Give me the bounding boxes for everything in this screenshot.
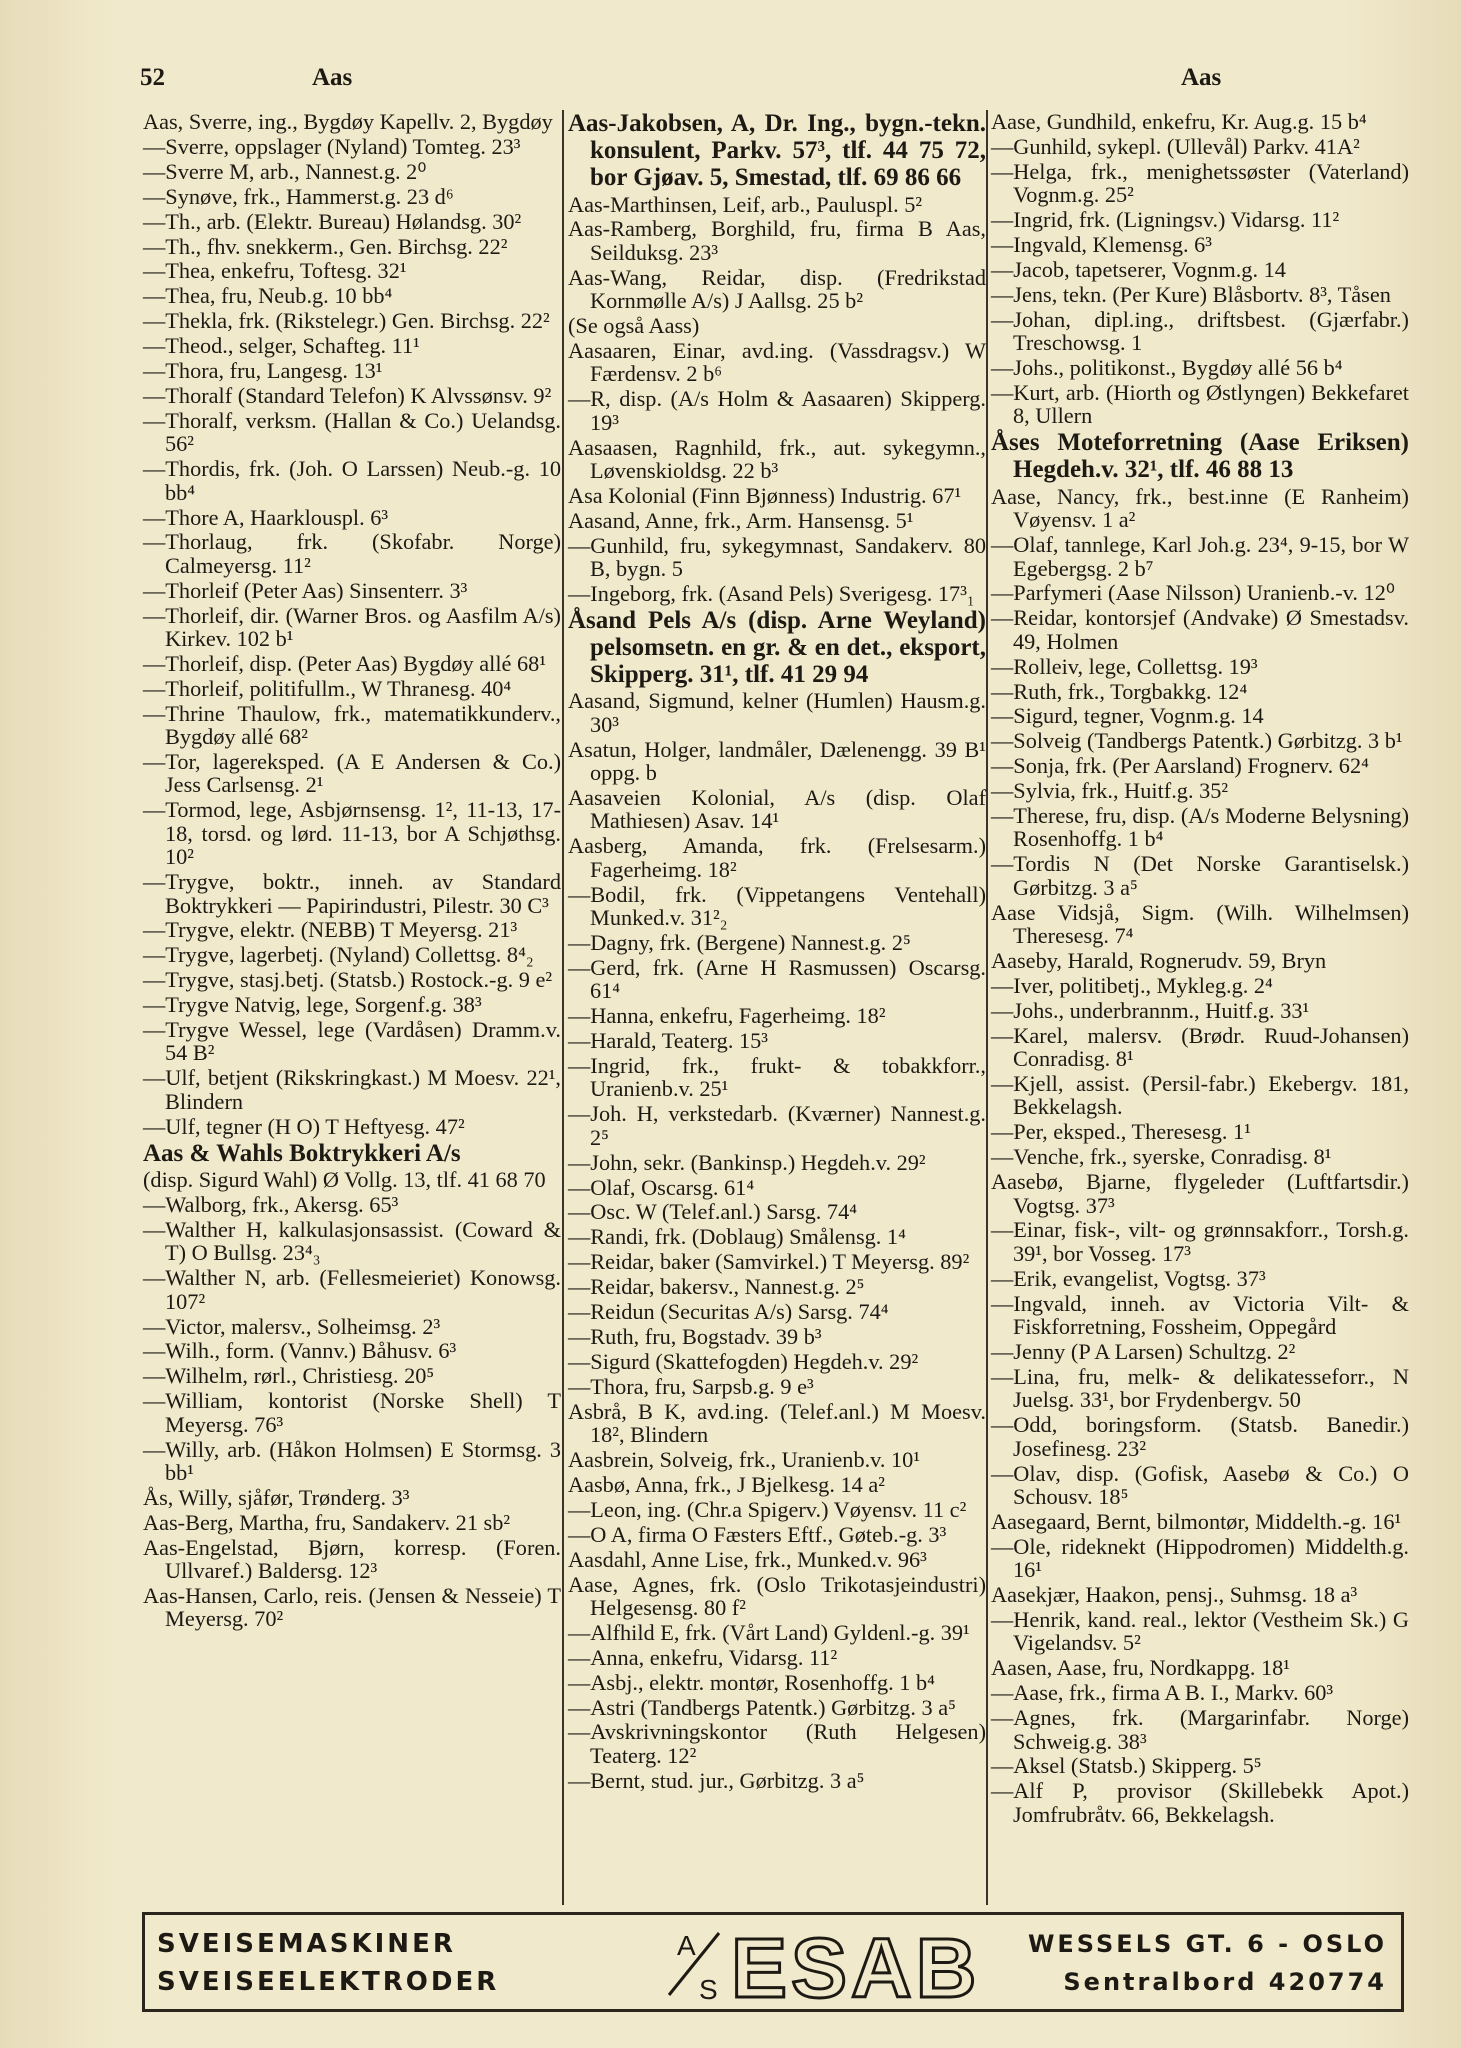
directory-entry: —Hanna, enkefru, Fagerheimg. 18² <box>568 1003 886 1029</box>
directory-entry: Åsand Pels A/s (disp. Arne Weyland) pelsomsetn. en gr. & en det., eksport, Skipperg. 31¹, tlf. 41 29 94 <box>568 606 986 688</box>
logo-letter-s: S <box>699 1974 718 2005</box>
directory-entry: Aasegaard, Bernt, bilmontør, Middelth.-g. 16¹ <box>991 1508 1402 1534</box>
directory-entry: —Ulf, betjent (Rikskringkast.) M Moesv. 22¹, Blindern <box>143 1065 561 1114</box>
directory-entry: —Venche, frk., syerske, Conradisg. 8¹ <box>991 1144 1332 1170</box>
directory-entry: —O A, firma O Fæsters Eftf., Gøteb.-g. 3³ <box>568 1521 947 1547</box>
ad-address-line: WESSELS GT. 6 - OSLO <box>1027 1930 1387 1958</box>
directory-entry: —Trygve Wessel, lege (Vardåsen) Dramm.v. 54 B² <box>143 1017 561 1066</box>
directory-entry: Aasebø, Bjarne, flygeleder (Luftfartsdir.) Vogtsg. 37³ <box>991 1169 1409 1218</box>
directory-entry: —Henrik, kand. real., lektor (Vestheim Sk.) G Vigelandsv. 5² <box>991 1606 1409 1656</box>
directory-entry: —Kjell, assist. (Persil-fabr.) Ekebergv. 181, Bekkelagsh. <box>991 1071 1409 1120</box>
directory-entry: Asbrå, B K, avd.ing. (Telef.anl.) M Moesv. 18², Blindern <box>568 1398 986 1448</box>
directory-entry: —Jenny (P A Larsen) Schultzg. 2² <box>991 1339 1296 1364</box>
directory-entry: —Randi, frk. (Doblaug) Smålensg. 1⁴ <box>568 1224 906 1250</box>
directory-entry: —Thorleif, disp. (Peter Aas) Bygdøy allé 68¹ <box>143 650 546 676</box>
directory-entry: Aas-Ramberg, Borghild, fru, firma B Aas, Seilduksg. 23³ <box>568 216 986 265</box>
directory-entry: Aasdahl, Anne Lise, frk., Munked.v. 96³ <box>568 1546 927 1572</box>
directory-entry: —Reidun (Securitas A/s) Sarsg. 74⁴ <box>568 1299 889 1325</box>
directory-entry: —Thore A, Haarklouspl. 6³ <box>143 504 389 530</box>
directory-entry: —Gerd, frk. (Arne H Rasmussen) Oscarsg. 61⁴ <box>568 954 986 1004</box>
directory-entry: —Osc. W (Telef.anl.) Sarsg. 74⁴ <box>568 1199 857 1225</box>
directory-entry: Aasen, Aase, fru, Nordkappg. 18¹ <box>991 1655 1290 1681</box>
directory-entry: Aase, Gundhild, enkefru, Kr. Aug.g. 15 b⁴ <box>991 109 1367 134</box>
directory-entry: —Alfhild E, frk. (Vårt Land) Gyldenl.-g. 39¹ <box>568 1619 970 1645</box>
directory-entry: —Iver, politibetj., Mykleg.g. 2⁴ <box>991 972 1273 998</box>
directory-entry: Asa Kolonial (Finn Bjønness) Industrig. 67¹ <box>568 482 962 508</box>
directory-entry: —Ulf, tegner (H O) T Heftyesg. 47² <box>143 1113 465 1139</box>
directory-entry: —Tormod, lege, Asbjørnsensg. 1², 11-13, 17-18, torsd. og lørd. 11-13, bor A Schjøthsg. 10² <box>143 797 561 870</box>
ad-product-line: SVEISEMASKINER <box>157 1929 456 1959</box>
directory-entry: Aas, Sverre, ing., Bygdøy Kapellv. 2, Bygdøy <box>143 109 553 134</box>
directory-entry: Aasaasen, Ragnhild, frk., aut. sykegymn., Løvenskioldsg. 22 b³ <box>568 434 986 483</box>
directory-entry: —Johan, dipl.ing., driftsbest. (Gjærfabr.) Treschowsg. 1 <box>991 306 1409 356</box>
logo-letter-a: A <box>677 1930 696 1961</box>
directory-entry: —Karel, malersv. (Brødr. Ruud-Johansen) Conradisg. 8¹ <box>991 1022 1409 1072</box>
directory-entry: —Ingrid, frk., frukt- & tobakkforr., Uranienb.v. 25¹ <box>568 1053 986 1102</box>
directory-entry: Aasbø, Anna, frk., J Bjelkesg. 14 a² <box>568 1471 885 1497</box>
directory-entry: —Bodil, frk. (Vippetangens Ventehall) Munked.v. 31²₂ <box>568 881 986 931</box>
ad-address <box>1028 1925 1387 2001</box>
directory-entry: —Solveig (Tandbergs Patentk.) Gørbitzg. 3 b¹ <box>991 728 1403 754</box>
directory-entry: Aas-Hansen, Carlo, reis. (Jensen & Nesseie) T Meyersg. 70² <box>143 1582 561 1632</box>
directory-entry: Aaseby, Harald, Rognerudv. 59, Bryn <box>991 948 1327 973</box>
directory-entry: —Leon, ing. (Chr.a Spigerv.) Vøyensv. 11 c² <box>568 1496 967 1522</box>
directory-entry: —Th., arb. (Elektr. Bureau) Hølandsg. 30² <box>143 208 522 234</box>
directory-entry: —Trygve, stasj.betj. (Statsb.) Rostock.-g. 9 e² <box>143 967 553 993</box>
column-divider <box>562 110 564 1905</box>
directory-entry: —Trygve, lagerbetj. (Nyland) Collettsg. 8⁴₂ <box>143 942 534 968</box>
directory-entry: —John, sekr. (Bankinsp.) Hegdeh.v. 29² <box>568 1149 926 1175</box>
directory-entry: —Thora, fru, Langesg. 13¹ <box>143 358 383 384</box>
directory-entry: —Sylvia, frk., Huitf.g. 35² <box>991 778 1229 804</box>
directory-entry: —Per, eksped., Theresesg. 1¹ <box>991 1119 1251 1145</box>
directory-entry: —Sigurd, tegner, Vognm.g. 14 <box>991 703 1264 729</box>
directory-entry: Aas-Wang, Reidar, disp. (Fredrikstad Kornmølle A/s) J Aallsg. 25 b² <box>568 264 986 314</box>
ad-phone-line: Sentralbord 420774 <box>1063 1968 1387 1996</box>
directory-entry: —Synøve, frk., Hammerst.g. 23 d⁶ <box>143 183 454 209</box>
logo-brand: ESAB <box>731 1921 981 2009</box>
directory-entry: —Avskrivningskontor (Ruth Helgesen) Teaterg. 12² <box>568 1719 986 1768</box>
directory-column-1 <box>143 110 561 1632</box>
directory-entry: Aas-Marthinsen, Leif, arb., Pauluspl. 5² <box>568 191 923 217</box>
directory-entry: —R, disp. (A/s Holm & Aasaaren) Skipperg. 19³ <box>568 386 986 435</box>
page-number: 52 <box>140 64 165 91</box>
directory-entry: —Johs., underbrannm., Huitf.g. 33¹ <box>991 997 1310 1023</box>
directory-entry: —Agnes, frk. (Margarinfabr. Norge) Schweig.g. 38³ <box>991 1705 1409 1754</box>
ad-products <box>157 1925 499 2001</box>
directory-entry: —Willy, arb. (Håkon Holmsen) E Stormsg. 3 bb¹ <box>143 1436 561 1485</box>
directory-entry: Aasaveien Kolonial, A/s (disp. Olaf Mathiesen) Asav. 14¹ <box>568 785 986 834</box>
directory-entry: —Thorleif (Peter Aas) Sinsenterr. 3³ <box>143 577 468 603</box>
directory-entry: —Walther N, arb. (Fellesmeieriet) Konowsg. 107² <box>143 1265 561 1314</box>
directory-entry: Aasberg, Amanda, frk. (Frelsesarm.) Fagerheimg. 18² <box>568 833 986 882</box>
directory-entry: —William, kontorist (Norske Shell) T Meyersg. 76³ <box>143 1388 561 1437</box>
column-divider <box>986 110 988 1905</box>
directory-entry: —Jacob, tapetserer, Vognm.g. 14 <box>991 256 1286 282</box>
directory-entry: —Victor, malersv., Solheimsg. 2³ <box>143 1313 441 1339</box>
directory-entry: Åses Moteforretning (Aase Eriksen) Hegdeh.v. 32¹, tlf. 46 88 13 <box>991 429 1409 484</box>
directory-entry: —Wilhelm, rørl., Christiesg. 20⁵ <box>143 1363 435 1389</box>
directory-entry: —Th., fhv. snekkerm., Gen. Birchsg. 22² <box>143 233 508 259</box>
directory-entry: —Trygve, elektr. (NEBB) T Meyersg. 21³ <box>143 917 518 943</box>
directory-entry: —Thrine Thaulow, frk., matematikkunderv., Bygdøy allé 68² <box>143 700 561 750</box>
directory-entry: —Thea, fru, Neub.g. 10 bb⁴ <box>143 283 393 309</box>
directory-entry: —Wilh., form. (Vannv.) Båhusv. 6³ <box>143 1338 457 1364</box>
directory-entry: —Alf P, provisor (Skillebekk Apot.) Jomfrubråtv. 66, Bekkelagsh. <box>991 1778 1409 1827</box>
directory-entry: —Gunhild, sykepl. (Ullevål) Parkv. 41A² <box>991 133 1360 159</box>
directory-entry: —Asbj., elektr. montør, Rosenhoffg. 1 b⁴ <box>568 1669 935 1695</box>
directory-entry: —Helga, frk., menighetssøster (Vaterland) Vognm.g. 25² <box>991 158 1409 208</box>
directory-column-3 <box>991 110 1409 1828</box>
directory-entry: —Theod., selger, Schafteg. 11¹ <box>143 333 420 359</box>
directory-entry: —Sigurd (Skattefogden) Hegdeh.v. 29² <box>568 1348 919 1374</box>
directory-entry: —Thorlaug, frk. (Skofabr. Norge) Calmeyersg. 11² <box>143 529 561 578</box>
directory-entry: Aase Vidsjå, Sigm. (Wilh. Wilhelmsen) Theresesg. 7⁴ <box>991 899 1409 949</box>
directory-entry: —Sonja, frk. (Per Aarsland) Frognerv. 62⁴ <box>991 753 1369 779</box>
directory-entry: —Aase, frk., firma A B. I., Markv. 60³ <box>991 1680 1334 1706</box>
directory-entry: Ås, Willy, sjåfør, Trønderg. 3³ <box>143 1484 410 1510</box>
directory-entry: —Thea, enkefru, Toftesg. 32¹ <box>143 258 407 284</box>
directory-entry: Aas & Wahls Boktrykkeri A/s <box>143 1139 461 1167</box>
directory-entry: —Gunhild, fru, sykegymnast, Sandakerv. 80 B, bygn. 5 <box>568 532 986 582</box>
directory-entry: Aas-Engelstad, Bjørn, korresp. (Foren. Ullvaref.) Baldersg. 12³ <box>143 1534 561 1584</box>
directory-entry: —Harald, Teaterg. 15³ <box>568 1028 768 1054</box>
directory-entry: —Ingvald, inneh. av Victoria Vilt- & Fiskforretning, Fossheim, Oppegård <box>991 1290 1409 1340</box>
directory-entry: —Reidar, bakersv., Nannest.g. 2⁵ <box>568 1274 865 1300</box>
directory-entry: (disp. Sigurd Wahl) Ø Vollg. 13, tlf. 41 68 70 <box>143 1167 546 1193</box>
page-header <box>140 64 1401 100</box>
directory-entry: —Einar, fisk-, vilt- og grønnsakforr., Torsh.g. 39¹, bor Vosseg. 17³ <box>991 1217 1409 1266</box>
directory-entry: —Johs., politikonst., Bygdøy allé 56 b⁴ <box>991 355 1343 381</box>
directory-entry: Aasekjær, Haakon, pensj., Suhmsg. 18 a³ <box>991 1582 1358 1608</box>
esab-logo <box>657 1919 1047 2009</box>
directory-entry: —Ruth, frk., Torgbakkg. 12⁴ <box>991 678 1248 704</box>
directory-entry: —Olaf, Oscarsg. 61⁴ <box>568 1174 755 1200</box>
directory-entry: (Se også Aass) <box>568 313 700 339</box>
directory-entry: —Dagny, frk. (Bergene) Nannest.g. 2⁵ <box>568 929 911 955</box>
directory-entry: Aasand, Sigmund, kelner (Humlen) Hausm.g. 30³ <box>568 688 986 737</box>
directory-column-2 <box>568 110 986 1794</box>
directory-entry: —Sverre M, arb., Nannest.g. 2⁰ <box>143 158 427 184</box>
directory-entry: —Odd, boringsform. (Statsb. Banedir.) Josefinesg. 23² <box>991 1412 1409 1461</box>
directory-entry: —Thordis, frk. (Joh. O Larssen) Neub.-g. 10 bb⁴ <box>143 456 561 505</box>
directory-entry: —Trygve, boktr., inneh. av Standard Boktrykkeri — Papirindustri, Pilestr. 30 C³ <box>143 869 561 918</box>
running-title-left: Aas <box>312 64 353 91</box>
directory-entry: —Tordis N (Det Norske Garantiselsk.) Gørbitzg. 3 a⁵ <box>991 851 1409 900</box>
directory-entry: —Thorleif, dir. (Warner Bros. og Aasfilm A/s) Kirkev. 102 b¹ <box>143 602 561 652</box>
directory-entry: —Therese, fru, disp. (A/s Moderne Belysning) Rosenhoffg. 1 b⁴ <box>991 803 1409 852</box>
directory-entry: —Trygve Natvig, lege, Sorgenf.g. 38³ <box>143 992 482 1018</box>
directory-entry: —Ingrid, frk. (Ligningsv.) Vidarsg. 11² <box>991 207 1340 233</box>
directory-entry: —Olaf, tannlege, Karl Joh.g. 23⁴, 9-15, bor W Egebergsg. 2 b⁷ <box>991 532 1409 581</box>
directory-entry: —Walborg, frk., Akersg. 65³ <box>143 1191 399 1217</box>
directory-entry: —Thoralf, verksm. (Hallan & Co.) Uelandsg. 56² <box>143 407 561 457</box>
directory-entry: —Parfymeri (Aase Nilsson) Uranienb.-v. 12⁰ <box>991 580 1395 606</box>
directory-entry: —Thorleif, politifullm., W Thranesg. 40⁴ <box>143 675 512 701</box>
directory-entry: —Jens, tekn. (Per Kure) Blåsbortv. 8³, Tåsen <box>991 281 1391 307</box>
directory-entry: —Lina, fru, melk- & delikatesseforr., N Juelsg. 33¹, bor Frydenbergv. 50 <box>991 1363 1409 1413</box>
directory-entry: —Ingeborg, frk. (Asand Pels) Sverigesg. 17³₁ <box>568 581 975 606</box>
directory-entry: —Ole, rideknekt (Hippodromen) Middelth.g. 16¹ <box>991 1533 1409 1583</box>
directory-entry: —Tor, lagereksped. (A E Andersen & Co.) Jess Carlsensg. 2¹ <box>143 749 561 798</box>
directory-entry: —Thekla, frk. (Rikstelegr.) Gen. Birchsg. 22² <box>143 308 550 334</box>
directory-entry: —Bernt, stud. jur., Gørbitzg. 3 a⁵ <box>568 1767 865 1793</box>
directory-entry: Aase, Agnes, frk. (Oslo Trikotasjeindustri) Helgesensg. 80 f² <box>568 1571 986 1620</box>
ad-product-line: SVEISEELEKTRODER <box>157 1967 500 1997</box>
directory-entry: Aasbrein, Solveig, frk., Uranienb.v. 10¹ <box>568 1447 921 1472</box>
directory-entry: —Erik, evangelist, Vogtsg. 37³ <box>991 1265 1266 1291</box>
directory-entry: —Anna, enkefru, Vidarsg. 11² <box>568 1644 838 1670</box>
directory-entry: —Reidar, baker (Samvirkel.) T Meyersg. 89² <box>568 1249 970 1275</box>
directory-entry: Asatun, Holger, landmåler, Dælenengg. 39 B¹ oppg. b <box>568 736 986 786</box>
directory-entry: —Aksel (Statsb.) Skipperg. 5⁵ <box>991 1753 1262 1779</box>
directory-entry: —Ingvald, Klemensg. 6³ <box>991 232 1212 258</box>
directory-entry: —Thora, fru, Sarpsb.g. 9 e³ <box>568 1373 814 1399</box>
directory-entry: —Joh. H, verkstedarb. (Kværner) Nannest.g. 2⁵ <box>568 1101 986 1150</box>
directory-entry: —Sverre, oppslager (Nyland) Tomteg. 23³ <box>143 133 521 159</box>
directory-entry: —Thoralf (Standard Telefon) K Alvssønsv. 9² <box>143 382 552 408</box>
directory-entry: —Reidar, kontorsjef (Andvake) Ø Smestadsv. 49, Holmen <box>991 605 1409 654</box>
directory-entry: —Olav, disp. (Gofisk, Aasebø & Co.) O Schousv. 18⁵ <box>991 1460 1409 1509</box>
directory-entry: —Astri (Tandbergs Patentk.) Gørbitzg. 3 a⁵ <box>568 1694 956 1720</box>
directory-entry: Aasaaren, Einar, avd.ing. (Vassdragsv.) W Færdensv. 2 b⁶ <box>568 337 986 387</box>
directory-entry: —Ruth, fru, Bogstadv. 39 b³ <box>568 1323 822 1349</box>
esab-advertisement <box>142 1912 1404 2012</box>
directory-entry: Aase, Nancy, frk., best.inne (E Ranheim) Vøyensv. 1 a² <box>991 483 1409 533</box>
directory-entry: Aasand, Anne, frk., Arm. Hansensg. 5¹ <box>568 507 914 533</box>
directory-entry: Aas-Berg, Martha, fru, Sandakerv. 21 sb² <box>143 1509 511 1535</box>
running-title-right: Aas <box>1181 64 1222 91</box>
directory-entry: Aas-Jakobsen, A, Dr. Ing., bygn.-tekn. konsulent, Parkv. 57³, tlf. 44 75 72, bor Gjøav. 5, Smestad, tlf. 69 86 66 <box>568 110 986 191</box>
directory-entry: —Walther H, kalkulasjonsassist. (Coward & T) O Bullsg. 23⁴₃ <box>143 1216 561 1266</box>
directory-entry: —Rolleiv, lege, Collettsg. 19³ <box>991 653 1258 679</box>
directory-entry: —Kurt, arb. (Hiorth og Østlyngen) Bekkefaret 8, Ullern <box>991 379 1409 429</box>
